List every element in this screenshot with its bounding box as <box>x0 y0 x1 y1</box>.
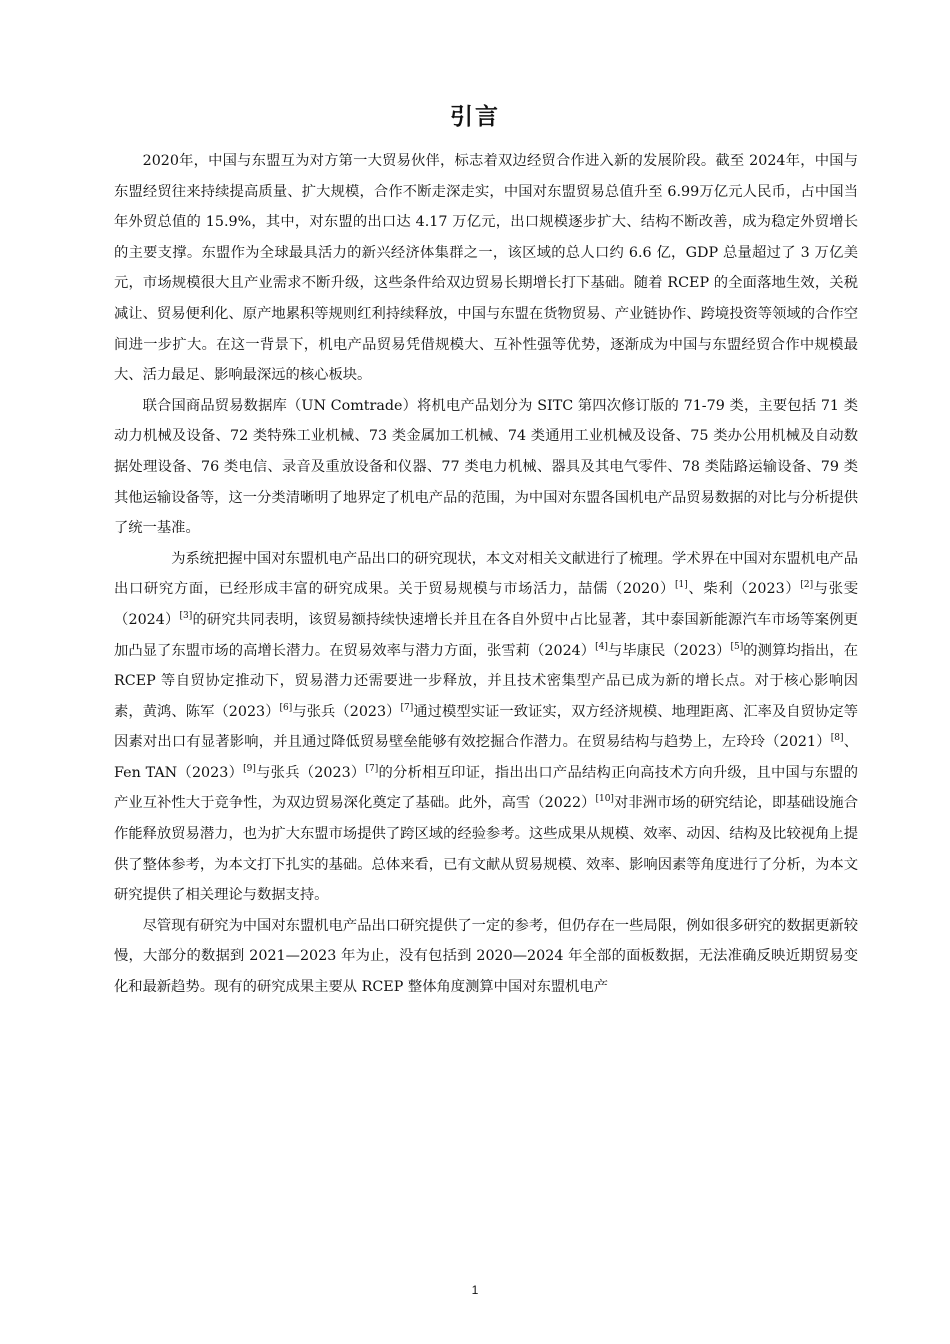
page-number: 1 <box>471 1283 479 1297</box>
citation-3: [3] <box>179 610 193 621</box>
text-segment: 、柴利（2023） <box>687 581 801 598</box>
text-segment: 的测算均指出，在 RCEP 等自贸协定推动下，贸易潜力还需要进一步释放，并且技术密集型产品已成为新的增长点。对于核心影响因素，黄鸿、陈军（2023） <box>114 642 859 720</box>
text-segment: 与张兵（2023） <box>255 764 366 781</box>
text-segment: 的分析相互印证，指出出口产品结构正向高技术方向升级，且中国与东盟的产业互补性大于竞争性，为双边贸易深化奠定了基础。此外，高雪（2022） <box>114 764 859 812</box>
text-segment: 、Fen TAN（2023） <box>114 734 858 781</box>
citation-4: [4] <box>595 641 608 652</box>
text-segment: 与毕康民（2023） <box>607 642 731 659</box>
citation-7-repeat: [7] <box>365 763 379 774</box>
paragraph-1: 2020年，中国与东盟互为对方第一大贸易伙伴，标志着双边经贸合作进入新的发展阶段。截至 2024年，中国与东盟经贸往来持续提高质量、扩大规模，合作不断走深走实，中国对东盟贸易总值升至 6.99万亿元人民币，占中国当年外贸总值的 15.9%，其中，对东盟的出口达 4.17 万亿元，出口规模逐步扩大、结构不断改善，成为稳定外贸增长的主要支撑。东盟作为全球最具活力的新兴经济体集群之一，该区域的总人口约 6.6 亿，GDP 总量超过了 3 万亿美元，市场规模很大且产业需求不断升级，这些条件给双边贸易长期增长打下基础。随着 RCEP 的全面落地生效，关税减让、贸易便利化、原产地累积等规则红利持续释放，中国与东盟在货物贸易、产业链协作、跨境投资等领域的合作空间进一步扩大。在这一背景下，机电产品贸易凭借规模大、互补性强等优势，逐渐成为中国与东盟经贸合作中规模最大、活力最足、影响最深远的核心板块。 <box>114 153 858 384</box>
citation-6: [6] <box>279 702 293 713</box>
text-segment: 的研究共同表明，该贸易额持续快速增长并且在各自外贸中占比显著，其中泰国新能源汽车市场等案例更加凸显了东盟市场的高增长潜力。在贸易效率与潜力方面，张雪莉（2024） <box>114 611 858 659</box>
text-segment: 对非洲市场的研究结论，即基础设施合作能释放贸易潜力，也为扩大东盟市场提供了跨区域的经验参考。这些成果从规模、效率、动因、结构及比较视角上提供了整体参考，为本文打下扎实的基础。总体来看，已有文献从贸易规模、效率、影响因素等角度进行了分析，为本文研究提供了相关理论与数据支持。 <box>114 795 858 904</box>
citation-1: [1] <box>675 580 688 591</box>
citation-7: [7] <box>400 702 414 713</box>
text-segment: 通过模型实证一致证实，双方经济规模、地理距离、汇率及自贸协定等因素对出口有显著影响，并且通过降低贸易壁垒能够有效挖掘合作潜力。在贸易结构与趋势上，左玲玲（2021） <box>114 703 858 751</box>
text-segment: 与张兵（2023） <box>292 703 401 720</box>
body-text <box>114 146 858 1003</box>
citation-9: [9] <box>243 763 256 774</box>
citation-2: [2] <box>800 580 814 591</box>
citation-8: [8] <box>830 733 844 744</box>
text-segment: 与张雯（2024） <box>114 581 859 628</box>
paragraph-2: 联合国商品贸易数据库（UN Comtrade）将机电产品划分为 SITC 第四次修订版的 71-79 类，主要包括 71 类动力机械及设备、72 类特殊工业机械、73 类金属加工机械、74 类通用工业机械及设备、75 类办公用机械及自动数据处理设备、76 类电信、录音及重放设备和仪器、77 类电力机械、器具及其电气零件、78 类陆路运输设备、79 类其他运输设备等，这一分类清晰明了地界定了机电产品的范围，为中国对东盟各国机电产品贸易数据的对比与分析提供了统一基准。 <box>114 397 858 537</box>
paragraph-3 <box>114 544 858 911</box>
text-segment: 为系统把握中国对东盟机电产品出口的研究现状，本文对相关文献进行了梳理。学术界在中国对东盟机电产品出口研究方面，已经形成丰富的研究成果。关于贸易规模与市场活力，喆儒（2020） <box>114 550 858 598</box>
citation-10: [10] <box>595 794 614 805</box>
page-title: 引言 <box>450 104 500 130</box>
citation-5: [5] <box>730 641 744 652</box>
paragraph-4: 尽管现有研究为中国对东盟机电产品出口研究提供了一定的参考，但仍存在一些局限，例如很多研究的数据更新较慢，大部分的数据到 2021—2023 年为止，没有包括到 2020—2024 年全部的面板数据，无法准确反映近期贸易变化和最新趋势。现有的研究成果主要从 RCEP 整体角度测算中国对东盟机电产 <box>114 917 858 996</box>
